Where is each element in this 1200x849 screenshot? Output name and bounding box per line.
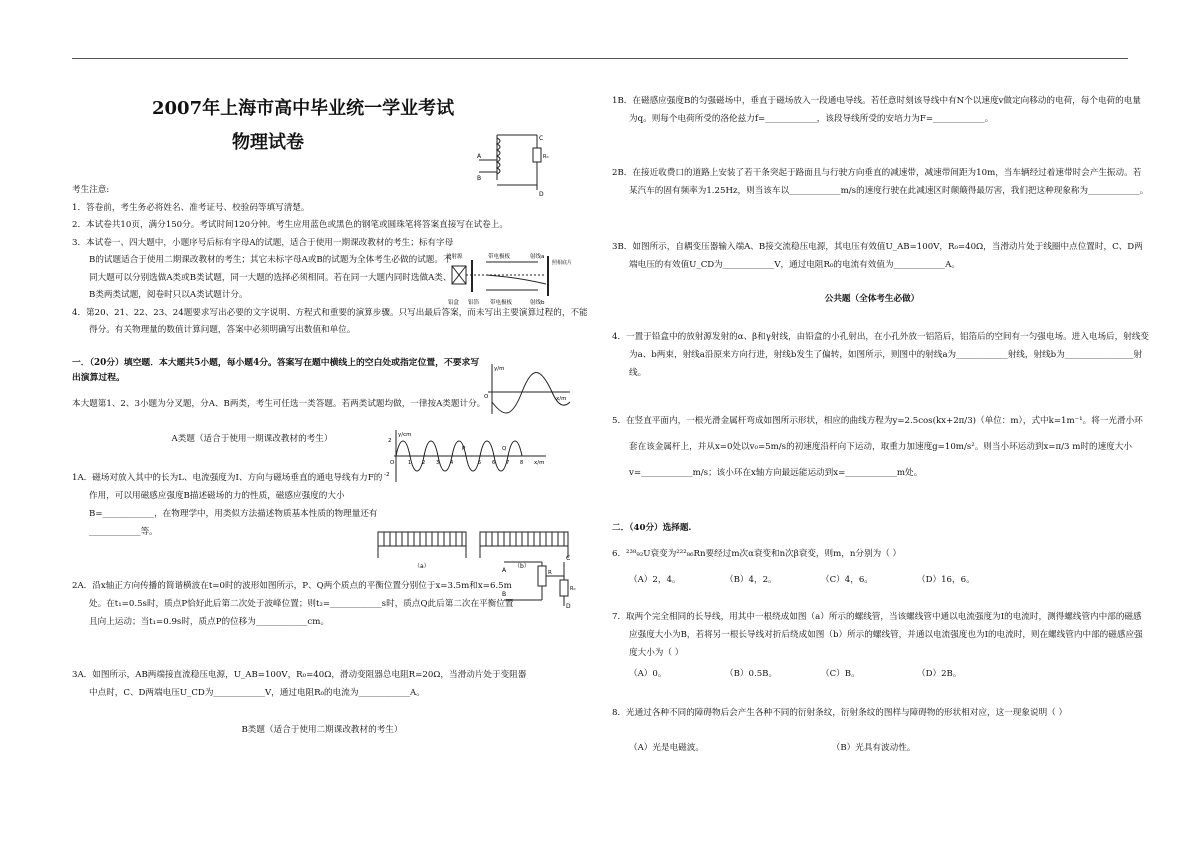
- label-film: 照相底片: [552, 260, 573, 266]
- label-rh-r: R: [548, 570, 552, 576]
- section2-heading: 二．（40分）选择题.: [612, 523, 692, 533]
- label-wave-origin: O: [390, 460, 395, 466]
- label-rh-r0: R₀: [570, 586, 576, 592]
- label-wave-xm: x/m: [534, 460, 545, 466]
- label-ray-b: 射线b: [530, 300, 545, 306]
- label-c: C: [539, 135, 544, 142]
- q6-option-c[interactable]: （C）4，6。: [821, 575, 873, 585]
- question-4: 4．一置于铅盒中的放射源发射的α、β和γ射线，由铅盒的小孔射出，在小孔外放一铝箔后，铝箔后的空间有一匀强电场。进入电场后，射线变为a、b两束，射线a沿原来方向行进，射线b发生了偏转，如图所示，则图中的射线a为____________射线，射线b为________________射线。: [612, 332, 1150, 378]
- label-rh-a: A: [502, 567, 507, 574]
- question-7: 7．取两个完全相同的长导线，用其中一根绕成如图（a）所示的螺线管，当该螺线管中通以电流强度为I的电流时，测得螺线管内中部的磁感应强度大小为B，若将另一根长导线对折后绕成如图（b）所示的螺线管，并通以电流强度也为I的电流时，则在螺线管内中部的磁感应强度大小为（ ）: [612, 612, 1143, 658]
- label-ym: y/m: [494, 366, 505, 372]
- tick-2: 2: [422, 460, 426, 466]
- common-heading: 公共题（全体考生必做）: [824, 294, 920, 304]
- label-r0: R₀: [543, 154, 549, 160]
- label-rh-b: B: [502, 591, 507, 598]
- a-heading: A类题（适合于使用一期课改教材的考生）: [171, 434, 333, 444]
- question-2b: 2B．在接近收费口的道路上安装了若干条突起于路面且与行驶方向垂直的减速带，减速带间距为10m，当车辆经过着速带时会产生振动。若某汽车的固有频率为1.25Hz，则当该车以____________m/s的速度行驶在此减速区时颠簸得最厉害，我们把这种现象称为____________。: [612, 168, 1149, 196]
- label-lead-box: 铅盒: [448, 300, 460, 306]
- left-column: [72, 90, 588, 830]
- label-p: P: [462, 446, 466, 452]
- question-6: 6．²³⁸₉₂U衰变为²²²₈₆Rn要经过m次α衰变和n次β衰变，则m，n分别为（ ）: [612, 549, 902, 559]
- q6-option-b[interactable]: （B）4，2。: [725, 575, 777, 585]
- label-xm: x/m: [556, 396, 567, 402]
- q6-option-d[interactable]: （D）16，6。: [917, 575, 975, 585]
- label-plate-top: 带电极板: [488, 254, 511, 260]
- question-1a: 1A．磁场对放入其中的长为L、电流强度为I、方向与磁场垂直的通电导线有力F的作用，可以用磁感应强度B描述磁场的力的性质，磁感应强度的大小B=____________，在物理学中，用类似方法描述物质基本性质的物理量还有____________等。: [72, 473, 383, 537]
- tick-7: 7: [506, 460, 510, 466]
- label-foil: 铝箔: [468, 300, 480, 306]
- exam-subtitle: 物理试卷: [232, 132, 304, 153]
- tick-5: 5: [478, 460, 482, 466]
- q8-options: [629, 740, 1129, 758]
- label-rh-c: C: [566, 555, 571, 562]
- note-1: 1．答卷前，考生务必将姓名、准考证号、校验码等填写清楚。: [72, 202, 310, 213]
- label-a: A: [477, 153, 482, 160]
- section1-heading: 一．（20分）填空题．本大题共5小题，每小题4分。答案写在题中横线上的空白处或指定位置，不要求写出演算过程。: [72, 358, 480, 383]
- label-coil-b: （b）: [514, 563, 530, 570]
- right-column: [612, 90, 1150, 830]
- q6-option-a[interactable]: （A）2，4。: [629, 575, 681, 585]
- label-source: 放射源: [446, 254, 463, 260]
- q7-options: [629, 666, 1013, 684]
- note-4: 4．第20、21、22、23、24题要求写出必要的文字说明、方程式和重要的演算步骤。只写出最后答案，而未写出主要演算过程的，不能得分。有关物理量的数值计算问题，答案中必须明确写出数值和单位。: [72, 307, 588, 335]
- notes-heading: 考生注意:: [72, 185, 110, 195]
- tick-3: 3: [436, 460, 440, 466]
- label-d: D: [539, 191, 544, 198]
- top-rule: [72, 58, 1128, 59]
- tick-6: 6: [492, 460, 496, 466]
- q8-option-a[interactable]: （A）光是电磁波。: [629, 743, 704, 753]
- question-2a: 2A．沿x轴正方向传播的简谐横波在t=0时的波形如图所示，P、Q两个质点的平衡位置分别位于x=3.5m和x=6.5m处。在t₁=0.5s时，质点P恰好此后第二次处于波峰位置；则t₂=____________s时，质点Q此后第二次在平衡位置且向上运动；当t₁=0.9s时，质点P的位移为____________cm。: [72, 581, 514, 627]
- wave-figure: [374, 428, 550, 484]
- note-2: 2．本试卷共10页，满分150分。考试时间120分钟。考生应用蓝色或黑色的钢笔或圆珠笔将答案直接写在试卷上。: [72, 220, 508, 230]
- label-minus2: -2: [384, 472, 390, 478]
- label-coil-a: （a）: [414, 563, 430, 570]
- q8-option-b[interactable]: （B）光具有波动性。: [831, 743, 916, 753]
- label-plate-bottom: 带电极板: [490, 300, 513, 306]
- question-5: 5．在竖直平面内，一根光滑金属杆弯成如图所示形状，相应的曲线方程为y=2.5cos(kx+2π/3)（单位：m），式中k=1m⁻¹。将一光滑小环套在该金属杆上，并从x=0处以v₀=5m/s的初速度沿杆向下运动，取重力加速度g=10m/s²。则当小环运动到x=π/3 m时的速度大小v=____________m/s；该小环在x轴方向最远能运动到x=____________m处。: [612, 416, 1143, 478]
- label-plus2: 2: [388, 438, 392, 444]
- question-3a: 3A．如图所示，AB两端接直流稳压电源，U_AB=100V，R₀=40Ω，滑动变阻器总电阻R=20Ω，当滑动片处于变阻器中点时，C、D两端电压U_CD为____________V，通过电阻R₀的电流为____________A。: [72, 670, 527, 698]
- label-q: Q: [502, 446, 507, 452]
- radiation-figure: [446, 250, 573, 306]
- exam-title: 2007年上海市高中毕业统一学业考试: [152, 98, 455, 119]
- note-3: 3．本试卷一、四大题中，小题序号后标有字母A的试题，适合于使用一期课改教材的考生；标有字母B的试题适合于使用二期课改教材的考生；其它未标字母A或B的试题为全体考生必做的试题。不同大题可以分别选做A类或B类试题，同一大题的选择必须相同。若在同一大题内同时选做A类、B类两类试题，阅卷时只以A类试题计分。: [72, 237, 454, 300]
- q7-option-c[interactable]: （C）B。: [821, 669, 860, 679]
- question-3b: 3B．如图所示，自耦变压器输入端A、B接交流稳压电源，其电压有效值U_AB=100V，R₀=40Ω，当滑动片处于线圈中点位置时，C、D两端电压的有效值U_CD为____________V，通过电阻R₀的电流有效值为____________A。: [612, 242, 1143, 270]
- tick-1: 1: [408, 460, 412, 466]
- label-ray-a: 射线a: [530, 254, 545, 260]
- label-b: B: [477, 175, 482, 182]
- label-rh-d: D: [566, 603, 571, 610]
- curve-figure: [482, 362, 572, 416]
- question-1b: 1B．在磁感应强度B的匀强磁场中，垂直于磁场放入一段通电导线。若任意时刻该导线中有N个以速度v做定向移动的电荷，每个电荷的电量为q。则每个电荷所受的洛伦兹力f=____________，该段导线所受的安培力为F=____________。: [612, 96, 1141, 124]
- q7-option-b[interactable]: （B）0.5B。: [725, 669, 778, 679]
- label-origin: O: [484, 394, 489, 400]
- q6-options: [629, 572, 1013, 590]
- q7-option-d[interactable]: （D）2B。: [917, 669, 962, 679]
- question-8: 8．光通过各种不同的障碍物后会产生各种不同的衍射条纹，衍射条纹的图样与障碍物的形状相对应，这一现象说明（ ）: [612, 708, 1068, 718]
- q7-option-a[interactable]: （A）0。: [629, 669, 667, 679]
- section1-intro: 本大题第1、2、3小题为分叉题，分A、B两类，考生可任选一类答题。若两类试题均做，一律按A类题计分。: [72, 399, 486, 409]
- tick-8: 8: [520, 460, 524, 466]
- label-ycm: y/cm: [398, 432, 412, 438]
- tick-4: 4: [450, 460, 454, 466]
- b-heading: B类题（适合于使用二期课改教材的考生）: [241, 725, 403, 735]
